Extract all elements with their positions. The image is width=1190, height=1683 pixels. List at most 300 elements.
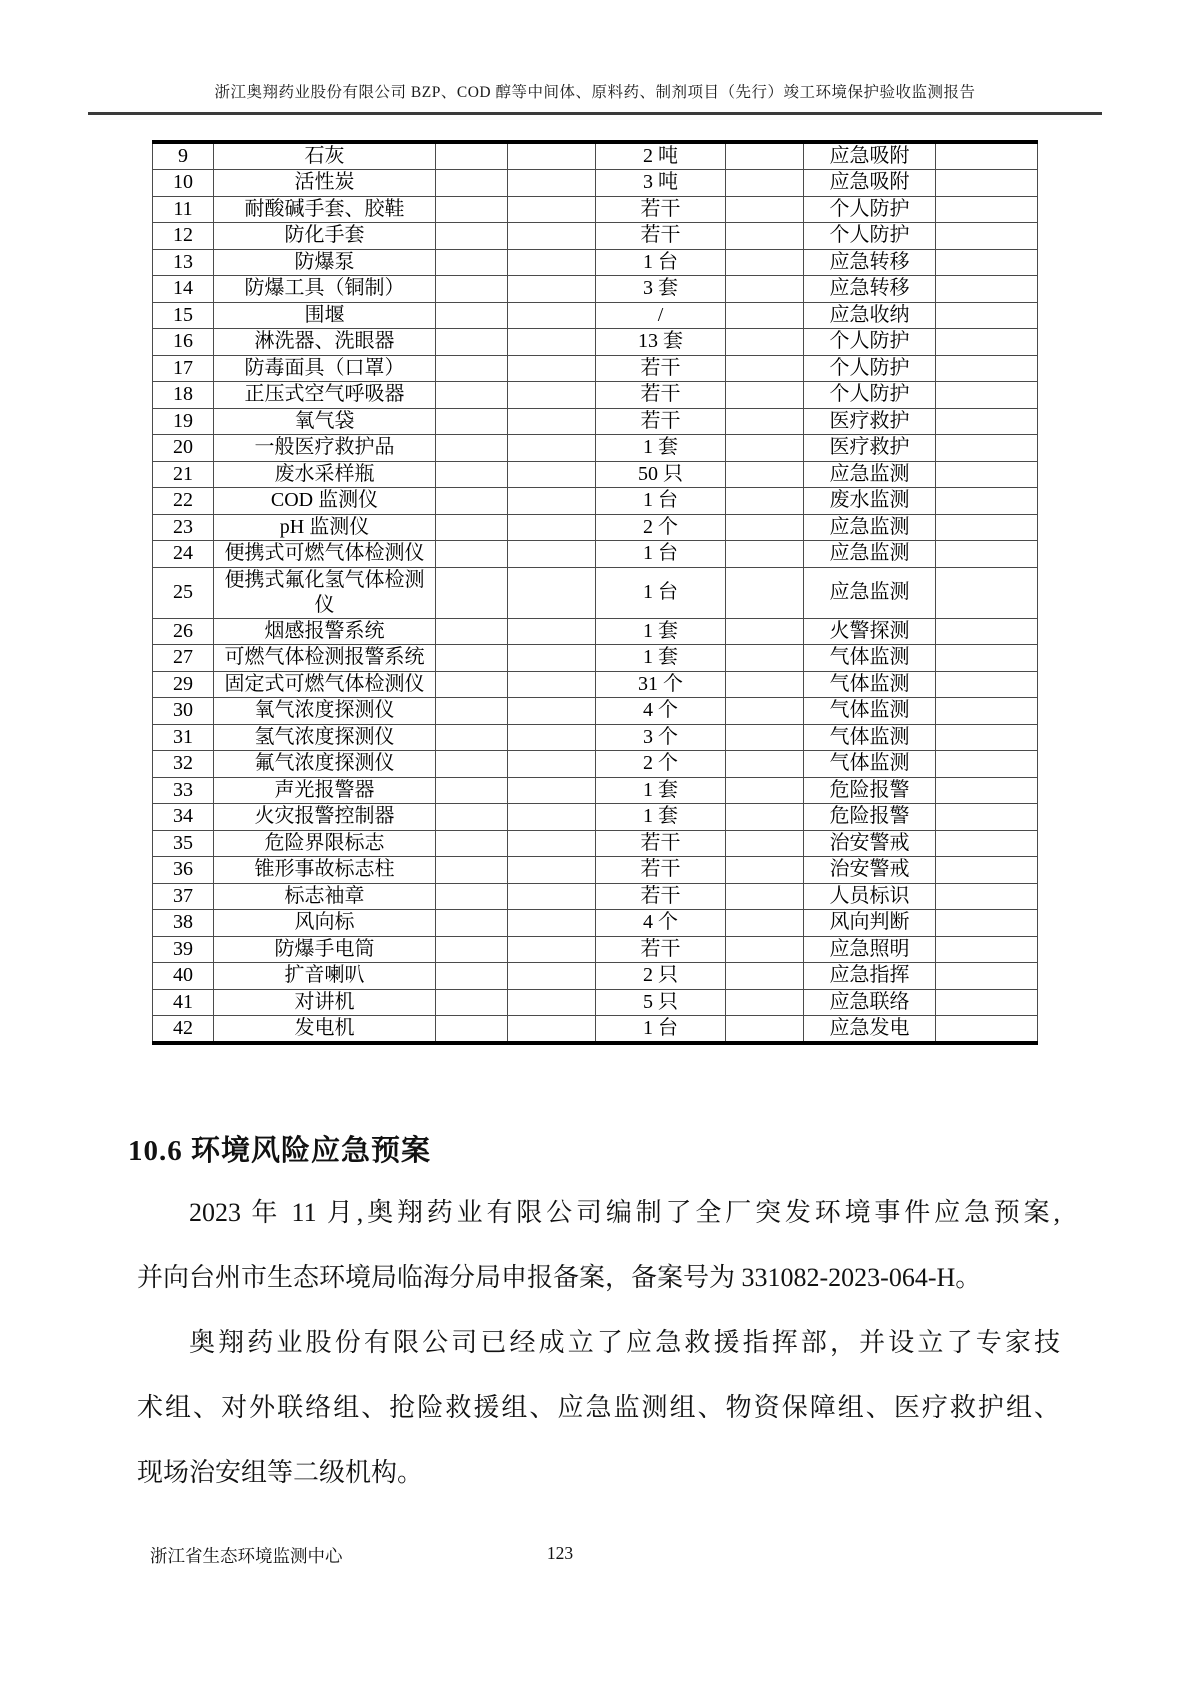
cell-index: 15 xyxy=(153,302,214,329)
cell-empty xyxy=(508,857,596,884)
cell-equipment-name: 石灰 xyxy=(214,142,436,170)
table-row xyxy=(153,936,1038,963)
cell-equipment-name: 淋洗器、洗眼器 xyxy=(214,329,436,356)
table-row xyxy=(153,223,1038,250)
cell-empty xyxy=(436,777,508,804)
cell-empty xyxy=(436,488,508,515)
cell-empty xyxy=(436,329,508,356)
cell-empty xyxy=(936,936,1038,963)
cell-empty xyxy=(508,910,596,937)
cell-empty xyxy=(936,645,1038,672)
cell-empty xyxy=(436,408,508,435)
cell-index: 20 xyxy=(153,435,214,462)
cell-purpose: 应急指挥 xyxy=(804,963,936,990)
cell-equipment-name: 正压式空气呼吸器 xyxy=(214,382,436,409)
table-row xyxy=(153,751,1038,778)
cell-empty xyxy=(726,777,804,804)
cell-quantity: 若干 xyxy=(596,883,726,910)
cell-empty xyxy=(436,170,508,197)
cell-purpose: 应急收纳 xyxy=(804,302,936,329)
cell-equipment-name: 氧气袋 xyxy=(214,408,436,435)
cell-empty xyxy=(936,804,1038,831)
cell-empty xyxy=(726,857,804,884)
cell-equipment-name: 一般医疗救护品 xyxy=(214,435,436,462)
cell-empty xyxy=(508,142,596,170)
page-header xyxy=(88,80,1102,115)
cell-quantity: 2 吨 xyxy=(596,142,726,170)
cell-empty xyxy=(726,329,804,356)
cell-equipment-name: 固定式可燃气体检测仪 xyxy=(214,671,436,698)
cell-quantity: 若干 xyxy=(596,857,726,884)
table-row xyxy=(153,1016,1038,1044)
cell-empty xyxy=(936,857,1038,884)
cell-purpose: 应急监测 xyxy=(804,514,936,541)
cell-empty xyxy=(508,671,596,698)
table-row xyxy=(153,514,1038,541)
table-row xyxy=(153,302,1038,329)
cell-equipment-name: 活性炭 xyxy=(214,170,436,197)
cell-empty xyxy=(936,170,1038,197)
cell-empty xyxy=(508,223,596,250)
table-row xyxy=(153,698,1038,725)
table-row xyxy=(153,857,1038,884)
cell-empty xyxy=(436,857,508,884)
cell-empty xyxy=(726,567,804,618)
cell-empty xyxy=(726,355,804,382)
cell-purpose: 个人防护 xyxy=(804,382,936,409)
table-row xyxy=(153,910,1038,937)
cell-quantity: 3 个 xyxy=(596,724,726,751)
cell-empty xyxy=(508,249,596,276)
cell-empty xyxy=(436,302,508,329)
cell-equipment-name: 氢气浓度探测仪 xyxy=(214,724,436,751)
cell-empty xyxy=(508,777,596,804)
cell-empty xyxy=(436,989,508,1016)
cell-quantity: 1 套 xyxy=(596,645,726,672)
cell-empty xyxy=(508,567,596,618)
cell-purpose: 应急联络 xyxy=(804,989,936,1016)
table-row xyxy=(153,618,1038,645)
table-row xyxy=(153,830,1038,857)
cell-purpose: 废水监测 xyxy=(804,488,936,515)
cell-purpose: 医疗救护 xyxy=(804,435,936,462)
table-row xyxy=(153,645,1038,672)
cell-empty xyxy=(936,989,1038,1016)
cell-equipment-name: 防爆泵 xyxy=(214,249,436,276)
cell-purpose: 个人防护 xyxy=(804,329,936,356)
cell-index: 31 xyxy=(153,724,214,751)
table-row xyxy=(153,408,1038,435)
table-row xyxy=(153,883,1038,910)
cell-quantity: 2 个 xyxy=(596,751,726,778)
cell-quantity: 若干 xyxy=(596,355,726,382)
cell-equipment-name: 耐酸碱手套、胶鞋 xyxy=(214,196,436,223)
cell-empty xyxy=(508,963,596,990)
cell-empty xyxy=(436,671,508,698)
cell-empty xyxy=(726,989,804,1016)
cell-index: 16 xyxy=(153,329,214,356)
cell-quantity: 1 套 xyxy=(596,804,726,831)
cell-empty xyxy=(936,355,1038,382)
cell-equipment-name: 烟感报警系统 xyxy=(214,618,436,645)
cell-empty xyxy=(508,804,596,831)
cell-purpose: 危险报警 xyxy=(804,804,936,831)
cell-empty xyxy=(436,142,508,170)
cell-index: 42 xyxy=(153,1016,214,1044)
cell-index: 17 xyxy=(153,355,214,382)
cell-empty xyxy=(508,302,596,329)
cell-empty xyxy=(726,382,804,409)
cell-empty xyxy=(936,514,1038,541)
cell-empty xyxy=(508,1016,596,1044)
table-row xyxy=(153,249,1038,276)
cell-empty xyxy=(436,830,508,857)
cell-purpose: 气体监测 xyxy=(804,671,936,698)
table-row xyxy=(153,671,1038,698)
cell-empty xyxy=(726,249,804,276)
cell-quantity: 3 吨 xyxy=(596,170,726,197)
cell-empty xyxy=(936,382,1038,409)
cell-equipment-name: 风向标 xyxy=(214,910,436,937)
cell-empty xyxy=(436,645,508,672)
cell-empty xyxy=(436,751,508,778)
cell-empty xyxy=(508,408,596,435)
cell-empty xyxy=(436,698,508,725)
cell-equipment-name: 防毒面具（口罩） xyxy=(214,355,436,382)
cell-equipment-name: 便携式可燃气体检测仪 xyxy=(214,541,436,568)
cell-quantity: 1 套 xyxy=(596,777,726,804)
table-row xyxy=(153,989,1038,1016)
cell-empty xyxy=(508,170,596,197)
header-title: 浙江奥翔药业股份有限公司 BZP、COD 醇等中间体、原料药、制剂项目（先行）竣工环境保护验收监测报告 xyxy=(214,84,976,101)
cell-purpose: 医疗救护 xyxy=(804,408,936,435)
cell-quantity: 1 台 xyxy=(596,488,726,515)
cell-quantity: 13 套 xyxy=(596,329,726,356)
paragraph-line: 2023 年 11 月,奥翔药业有限公司编制了全厂突发环境事件应急预案, xyxy=(189,1198,1060,1227)
cell-index: 11 xyxy=(153,196,214,223)
cell-empty xyxy=(726,408,804,435)
cell-empty xyxy=(726,671,804,698)
cell-empty xyxy=(436,936,508,963)
cell-purpose: 治安警戒 xyxy=(804,857,936,884)
cell-quantity: 1 台 xyxy=(596,567,726,618)
paragraph-line: 奥翔药业股份有限公司已经成立了应急救援指挥部，并设立了专家技 xyxy=(189,1328,1060,1357)
cell-empty xyxy=(726,302,804,329)
cell-quantity: 若干 xyxy=(596,830,726,857)
table-row xyxy=(153,461,1038,488)
cell-equipment-name: 声光报警器 xyxy=(214,777,436,804)
cell-equipment-name: 便携式氟化氢气体检测仪 xyxy=(214,567,436,618)
cell-purpose: 应急吸附 xyxy=(804,170,936,197)
cell-purpose: 治安警戒 xyxy=(804,830,936,857)
cell-equipment-name: 发电机 xyxy=(214,1016,436,1044)
cell-empty xyxy=(936,910,1038,937)
cell-index: 13 xyxy=(153,249,214,276)
cell-empty xyxy=(936,223,1038,250)
cell-empty xyxy=(936,488,1038,515)
cell-quantity: 若干 xyxy=(596,936,726,963)
cell-empty xyxy=(508,355,596,382)
cell-quantity: 4 个 xyxy=(596,698,726,725)
cell-empty xyxy=(436,883,508,910)
cell-index: 34 xyxy=(153,804,214,831)
cell-equipment-name: 对讲机 xyxy=(214,989,436,1016)
cell-index: 24 xyxy=(153,541,214,568)
cell-purpose: 火警探测 xyxy=(804,618,936,645)
cell-empty xyxy=(508,989,596,1016)
cell-quantity: 1 台 xyxy=(596,541,726,568)
cell-empty xyxy=(936,777,1038,804)
cell-empty xyxy=(508,751,596,778)
cell-purpose: 人员标识 xyxy=(804,883,936,910)
cell-empty xyxy=(508,276,596,303)
cell-equipment-name: pH 监测仪 xyxy=(214,514,436,541)
cell-empty xyxy=(508,329,596,356)
cell-index: 12 xyxy=(153,223,214,250)
table-row xyxy=(153,435,1038,462)
cell-index: 9 xyxy=(153,142,214,170)
cell-index: 22 xyxy=(153,488,214,515)
cell-empty xyxy=(508,936,596,963)
cell-purpose: 气体监测 xyxy=(804,698,936,725)
cell-equipment-name: 防爆工具（铜制） xyxy=(214,276,436,303)
cell-index: 10 xyxy=(153,170,214,197)
cell-quantity: 50 只 xyxy=(596,461,726,488)
cell-empty xyxy=(436,724,508,751)
cell-empty xyxy=(936,671,1038,698)
cell-empty xyxy=(936,408,1038,435)
cell-empty xyxy=(436,276,508,303)
cell-empty xyxy=(936,435,1038,462)
cell-quantity: 1 台 xyxy=(596,249,726,276)
cell-empty xyxy=(508,488,596,515)
table-row xyxy=(153,196,1038,223)
cell-empty xyxy=(726,751,804,778)
paragraph-line: 术组、对外联络组、抢险救援组、应急监测组、物资保障组、医疗救护组、 xyxy=(137,1393,1060,1422)
cell-empty xyxy=(936,567,1038,618)
cell-empty xyxy=(936,698,1038,725)
cell-empty xyxy=(936,329,1038,356)
cell-index: 21 xyxy=(153,461,214,488)
cell-quantity: 2 个 xyxy=(596,514,726,541)
cell-purpose: 危险报警 xyxy=(804,777,936,804)
cell-empty xyxy=(936,249,1038,276)
cell-purpose: 应急转移 xyxy=(804,276,936,303)
cell-empty xyxy=(508,724,596,751)
cell-empty xyxy=(936,830,1038,857)
cell-index: 26 xyxy=(153,618,214,645)
cell-empty xyxy=(936,1016,1038,1044)
cell-equipment-name: 危险界限标志 xyxy=(214,830,436,857)
cell-empty xyxy=(436,196,508,223)
table-row xyxy=(153,142,1038,170)
cell-empty xyxy=(436,461,508,488)
cell-empty xyxy=(726,461,804,488)
cell-empty xyxy=(508,382,596,409)
cell-purpose: 气体监测 xyxy=(804,645,936,672)
cell-empty xyxy=(726,276,804,303)
cell-equipment-name: 废水采样瓶 xyxy=(214,461,436,488)
table-row xyxy=(153,804,1038,831)
cell-empty xyxy=(726,223,804,250)
cell-empty xyxy=(508,435,596,462)
table-row xyxy=(153,488,1038,515)
equipment-table xyxy=(152,140,1038,1045)
cell-empty xyxy=(436,514,508,541)
cell-index: 41 xyxy=(153,989,214,1016)
cell-index: 40 xyxy=(153,963,214,990)
cell-empty xyxy=(436,382,508,409)
cell-empty xyxy=(936,541,1038,568)
cell-index: 23 xyxy=(153,514,214,541)
cell-empty xyxy=(726,963,804,990)
table-row xyxy=(153,329,1038,356)
cell-equipment-name: 氧气浓度探测仪 xyxy=(214,698,436,725)
cell-quantity: 31 个 xyxy=(596,671,726,698)
cell-empty xyxy=(726,514,804,541)
cell-index: 18 xyxy=(153,382,214,409)
cell-equipment-name: 可燃气体检测报警系统 xyxy=(214,645,436,672)
cell-index: 14 xyxy=(153,276,214,303)
cell-empty xyxy=(936,302,1038,329)
cell-empty xyxy=(436,1016,508,1044)
cell-equipment-name: 氟气浓度探测仪 xyxy=(214,751,436,778)
cell-purpose: 气体监测 xyxy=(804,751,936,778)
cell-quantity: 1 套 xyxy=(596,618,726,645)
cell-index: 37 xyxy=(153,883,214,910)
cell-purpose: 应急照明 xyxy=(804,936,936,963)
page-footer xyxy=(0,1543,1190,1573)
cell-empty xyxy=(508,645,596,672)
cell-purpose: 应急监测 xyxy=(804,461,936,488)
cell-quantity: 5 只 xyxy=(596,989,726,1016)
cell-empty xyxy=(508,541,596,568)
cell-empty xyxy=(726,488,804,515)
cell-empty xyxy=(436,249,508,276)
table-row xyxy=(153,382,1038,409)
footer-organization: 浙江省生态环境监测中心 xyxy=(150,1546,343,1566)
cell-empty xyxy=(436,355,508,382)
cell-quantity: 若干 xyxy=(596,382,726,409)
cell-empty xyxy=(726,698,804,725)
cell-empty xyxy=(726,196,804,223)
cell-equipment-name: 扩音喇叭 xyxy=(214,963,436,990)
cell-empty xyxy=(436,618,508,645)
cell-equipment-name: COD 监测仪 xyxy=(214,488,436,515)
cell-empty xyxy=(936,883,1038,910)
cell-purpose: 应急监测 xyxy=(804,541,936,568)
cell-empty xyxy=(936,724,1038,751)
cell-index: 19 xyxy=(153,408,214,435)
cell-empty xyxy=(508,883,596,910)
cell-index: 29 xyxy=(153,671,214,698)
cell-empty xyxy=(726,1016,804,1044)
table-row xyxy=(153,567,1038,618)
cell-purpose: 应急发电 xyxy=(804,1016,936,1044)
cell-equipment-name: 锥形事故标志柱 xyxy=(214,857,436,884)
table-row xyxy=(153,355,1038,382)
cell-empty xyxy=(936,963,1038,990)
table-row xyxy=(153,777,1038,804)
cell-quantity: 3 套 xyxy=(596,276,726,303)
body-paragraphs xyxy=(137,1180,1060,1505)
cell-empty xyxy=(508,698,596,725)
cell-purpose: 风向判断 xyxy=(804,910,936,937)
cell-index: 38 xyxy=(153,910,214,937)
table-row xyxy=(153,724,1038,751)
cell-purpose: 个人防护 xyxy=(804,223,936,250)
cell-purpose: 应急吸附 xyxy=(804,142,936,170)
cell-equipment-name: 火灾报警控制器 xyxy=(214,804,436,831)
cell-quantity: 4 个 xyxy=(596,910,726,937)
cell-empty xyxy=(726,883,804,910)
paragraph-line: 并向台州市生态环境局临海分局申报备案，备案号为 331082-2023-064-H。 xyxy=(137,1263,982,1292)
cell-quantity: 1 台 xyxy=(596,1016,726,1044)
cell-empty xyxy=(936,142,1038,170)
cell-equipment-name: 防爆手电筒 xyxy=(214,936,436,963)
cell-empty xyxy=(508,618,596,645)
cell-index: 36 xyxy=(153,857,214,884)
table-row xyxy=(153,541,1038,568)
table-row xyxy=(153,963,1038,990)
cell-index: 35 xyxy=(153,830,214,857)
section-heading: 10.6 环境风险应急预案 xyxy=(128,1135,432,1167)
cell-empty xyxy=(508,830,596,857)
cell-quantity: / xyxy=(596,302,726,329)
cell-empty xyxy=(726,804,804,831)
cell-empty xyxy=(508,461,596,488)
cell-empty xyxy=(436,541,508,568)
cell-purpose: 应急监测 xyxy=(804,567,936,618)
cell-empty xyxy=(726,541,804,568)
cell-quantity: 若干 xyxy=(596,196,726,223)
cell-empty xyxy=(436,223,508,250)
cell-empty xyxy=(726,936,804,963)
cell-index: 39 xyxy=(153,936,214,963)
cell-empty xyxy=(936,618,1038,645)
cell-empty xyxy=(936,751,1038,778)
cell-empty xyxy=(436,804,508,831)
cell-empty xyxy=(936,196,1038,223)
cell-quantity: 若干 xyxy=(596,408,726,435)
cell-purpose: 个人防护 xyxy=(804,355,936,382)
cell-purpose: 应急转移 xyxy=(804,249,936,276)
footer-page-number: 123 xyxy=(546,1543,574,1563)
cell-index: 33 xyxy=(153,777,214,804)
paragraph-line: 现场治安组等二级机构。 xyxy=(137,1458,424,1487)
cell-empty xyxy=(726,142,804,170)
cell-empty xyxy=(436,910,508,937)
cell-empty xyxy=(726,645,804,672)
cell-quantity: 1 套 xyxy=(596,435,726,462)
cell-empty xyxy=(436,435,508,462)
cell-empty xyxy=(726,435,804,462)
cell-empty xyxy=(936,461,1038,488)
cell-index: 25 xyxy=(153,567,214,618)
cell-empty xyxy=(508,514,596,541)
cell-equipment-name: 标志袖章 xyxy=(214,883,436,910)
cell-empty xyxy=(508,196,596,223)
cell-empty xyxy=(726,618,804,645)
cell-empty xyxy=(726,910,804,937)
cell-empty xyxy=(436,567,508,618)
cell-index: 27 xyxy=(153,645,214,672)
cell-empty xyxy=(726,724,804,751)
cell-empty xyxy=(936,276,1038,303)
cell-quantity: 若干 xyxy=(596,223,726,250)
cell-purpose: 气体监测 xyxy=(804,724,936,751)
cell-empty xyxy=(726,170,804,197)
